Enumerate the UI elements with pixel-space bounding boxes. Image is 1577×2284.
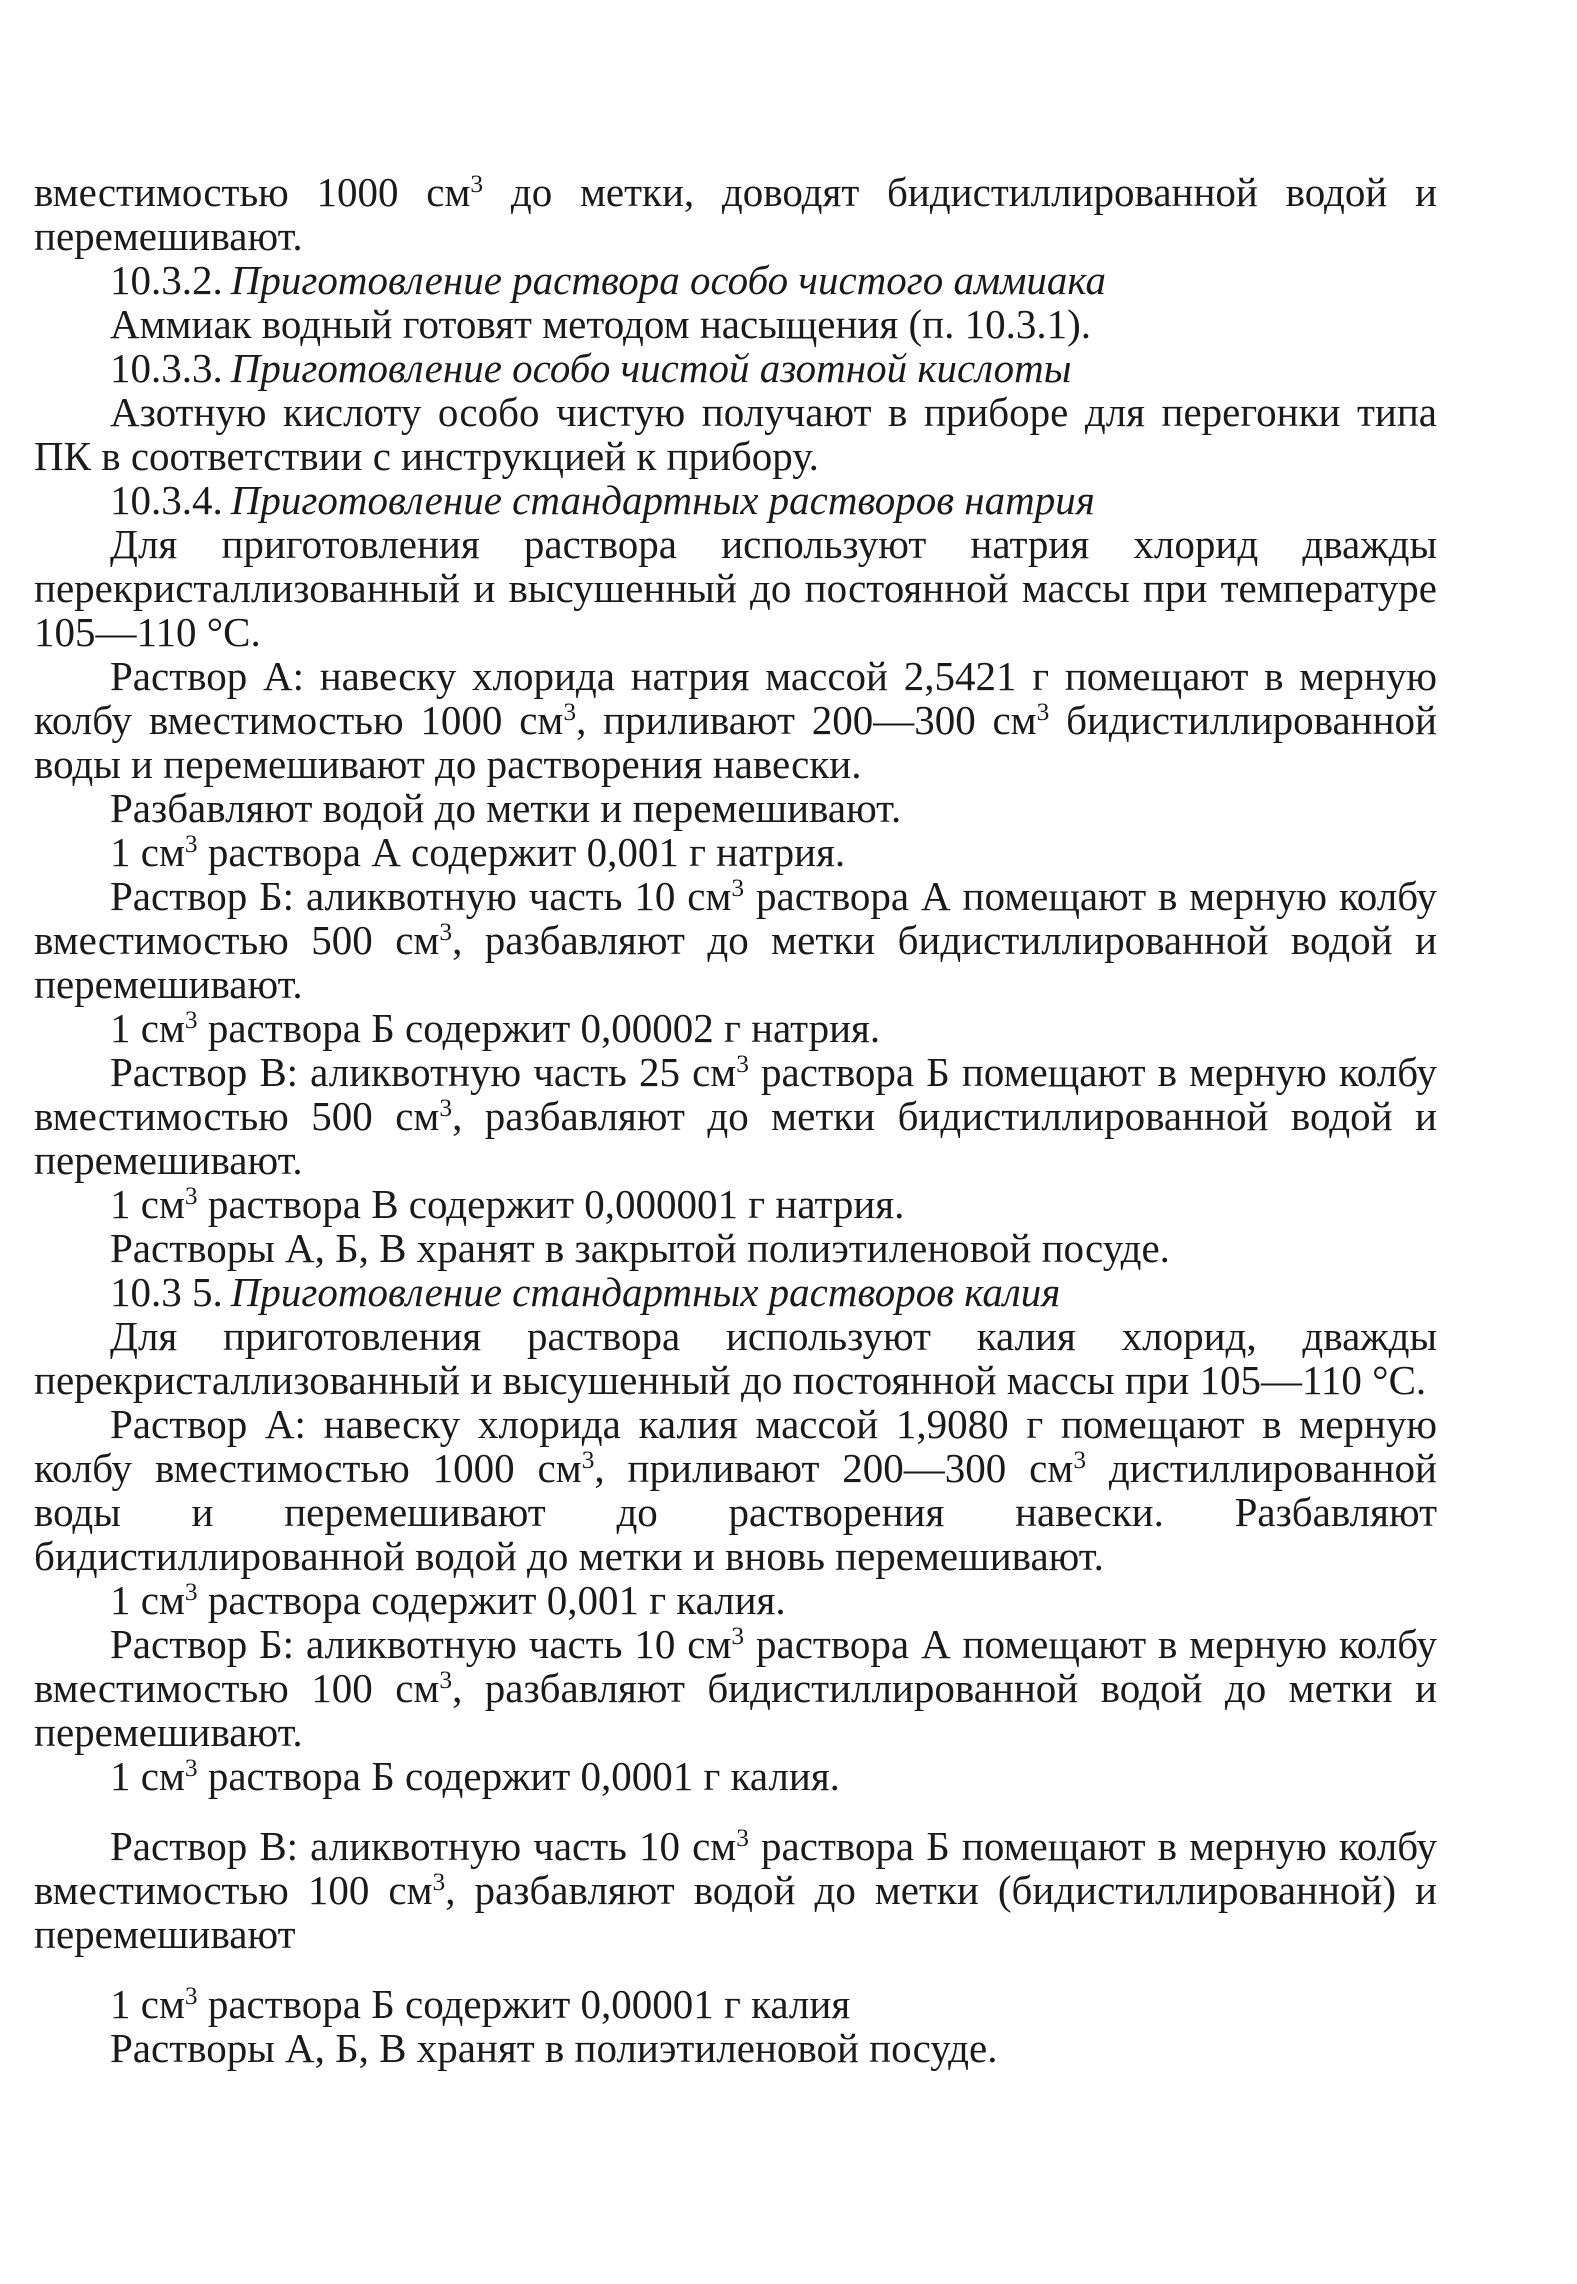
- paragraph: Растворы А, Б, В хранят в полиэтиленовой посуде.: [110, 2025, 998, 2071]
- section-heading-potassium-standards: [34, 1270, 1437, 1314]
- paragraph: 1 $см^3$ раствора В содержит 0,000001 г натрия.: [110, 1181, 905, 1227]
- paragraph: 1 $см^3$ раствора Б содержит 0,00002 г натрия.: [110, 1005, 881, 1051]
- paragraph: Раствор Б: аликвотную часть 10 $см^3$ раствора А помещают в мерную колбу вместимостью 500 $см^3$, разбавляют до метки бидистиллированной водой и перемешивают.: [34, 873, 1437, 1007]
- section-heading-ammonia: [34, 258, 1437, 302]
- paragraph: Для приготовления раствора используют натрия хлорид дважды перекристаллизованный и высушенный до постоянной массы при температуре 105—110 °С.: [34, 521, 1437, 655]
- section-title: Приготовление особо чистой азотной кислоты: [230, 345, 1072, 391]
- section-number: 10.3.2.: [110, 257, 223, 303]
- paragraph: Раствор А: навеску хлорида натрия массой 2,5421 г помещают в мерную колбу вместимостью 1000 $см^3$, приливают 200—300 $см^3$ бидистиллированной воды и перемешивают до растворения навески.: [34, 653, 1437, 787]
- continuation-paragraph: вместимостью 1000 $см^3$ до метки, доводят бидистиллированной водой и перемешивают.: [34, 169, 1437, 259]
- paragraph: Раствор А: навеску хлорида калия массой 1,9080 г помещают в мерную колбу вместимостью 1000 $см^3$, приливают 200—300 $см^3$ дистиллированной воды и перемешивают до растворения навески. Разбавляют бидистиллированной водой до метки и вновь перемешивают.: [34, 1401, 1437, 1579]
- section-title: Приготовление раствора особо чистого аммиака: [230, 257, 1107, 303]
- paragraph: Раствор Б: аликвотную часть 10 $см^3$ раствора А помещают в мерную колбу вместимостью 100 $см^3$, разбавляют бидистиллированной водой до метки и перемешивают.: [34, 1621, 1437, 1755]
- section-number: 10.3 5.: [110, 1269, 223, 1315]
- section-number: 10.3.3.: [110, 345, 223, 391]
- section-heading-nitric-acid: [34, 346, 1437, 390]
- section-heading-sodium-standards: [34, 478, 1437, 522]
- paragraph: Раствор В: аликвотную часть 25 $см^3$ раствора Б помещают в мерную колбу вместимостью 500 $см^3$, разбавляют до метки бидистиллированной водой и перемешивают.: [34, 1049, 1437, 1183]
- section-title: Приготовление стандартных растворов калия: [230, 1269, 1061, 1315]
- paragraph: 1 $см^3$ раствора А содержит 0,001 г натрия.: [110, 829, 846, 875]
- paragraph: 1 $см^3$ раствора содержит 0,001 г калия.: [110, 1577, 786, 1623]
- paragraph: Для приготовления раствора используют калия хлорид, дважды перекристаллизованный и высушенный до постоянной массы при 105—110 °С.: [34, 1313, 1437, 1403]
- paragraph: Аммиак водный готовят методом насыщения (п. 10.3.1).: [110, 301, 1091, 347]
- paragraph: 1 $см^3$ раствора Б содержит 0,0001 г калия.: [110, 1753, 840, 1799]
- section-title: Приготовление стандартных растворов натрия: [230, 477, 1095, 523]
- paragraph: 1 $см^3$ раствора Б содержит 0,00001 г калия: [110, 1981, 851, 2027]
- paragraph: Азотную кислоту особо чистую получают в приборе для перегонки типа ПК в соответствии с инструкцией к прибору.: [34, 389, 1437, 479]
- paragraph: Растворы А, Б, В хранят в закрытой полиэтиленовой посуде.: [110, 1225, 1170, 1271]
- paragraph: Разбавляют водой до метки и перемешивают.: [110, 785, 902, 831]
- paragraph: Раствор В: аликвотную часть 10 $см^3$ раствора Б помещают в мерную колбу вместимостью 100 $см^3$, разбавляют водой до метки (бидистиллированной) и перемешивают: [34, 1823, 1438, 1957]
- section-number: 10.3.4.: [110, 477, 223, 523]
